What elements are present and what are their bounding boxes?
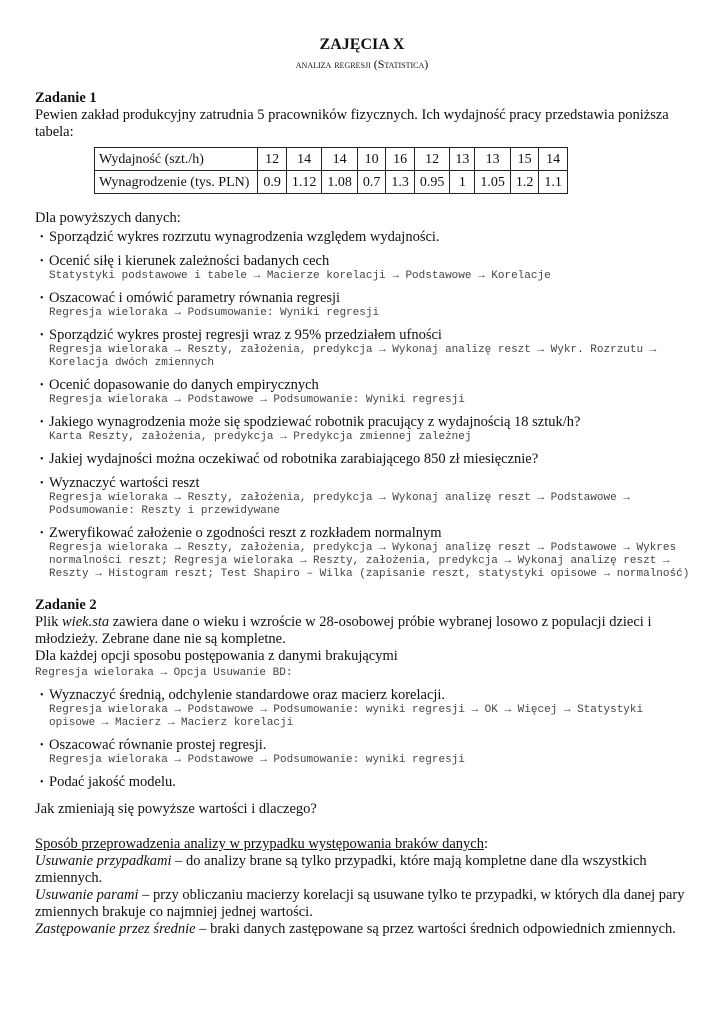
task1-intro: Pewien zakład produkcyjny zatrudnia 5 pracowników fizycznych. Ich wydajność pracy przedstawia poniższa tabela: [35,107,669,140]
item-text: Zweryfikować założenie o zgodności reszt z rozkładem normalnym [49,525,442,541]
task2-lead-path: Regresja wieloraka → Opcja Usuwanie BD: [35,667,293,679]
page-title: ZAJĘCIA X [319,36,405,53]
item-text: Jakiego wynagrodzenia może się spodziewać robotnik pracujący z wydajnością 18 sztuk/h? [49,414,581,430]
method-mean-substitution [35,921,695,938]
list-item [41,451,695,468]
table-cell: 1.3 [386,171,415,194]
task2-lead: Dla każdej opcji sposobu postępowania z danymi brakującymi [35,648,398,664]
menu-path: Regresja wieloraka → Podstawowe → Podsumowanie: Wyniki regresji [49,394,465,406]
method-term: Usuwanie parami [35,887,139,903]
bullet-icon: • [40,380,44,391]
method-term: Zastępowanie przez średnie [35,921,196,937]
table-cell: 1.08 [322,171,358,194]
table-cell: 16 [386,148,415,171]
list-item [41,525,695,581]
bullet-icon: • [40,256,44,267]
bullet-icon: • [40,454,44,465]
list-item [41,229,695,246]
menu-path: Regresja wieloraka → Reszty, założenia, predykcja → Wykonaj analizę reszt → Podstawowe → Podsumowanie: Reszty i przewidywane [49,492,630,517]
method-pairwise [35,887,695,921]
task2-intro-prefix: Plik [35,614,62,630]
list-item [41,377,695,407]
list-item [41,475,695,518]
bullet-icon: • [40,417,44,428]
item-text: Ocenić siłę i kierunek zależności badanych cech [49,253,330,269]
item-text: Oszacować i omówić parametry równania regresji [49,290,341,306]
item-text: Ocenić dopasowanie do danych empirycznych [49,377,319,393]
content [35,90,695,938]
item-text: Sporządzić wykres prostej regresji wraz z 95% przedziałem ufności [49,327,442,343]
table-cell: 14 [286,148,322,171]
bullet-icon: • [40,232,44,243]
table-row [95,171,568,194]
task1-lead: Dla powyższych danych: [35,210,181,226]
table-cell: 13 [475,148,511,171]
table-cell: 0.7 [357,171,386,194]
list-item [41,290,695,320]
list-item [41,327,695,370]
menu-path: Regresja wieloraka → Podsumowanie: Wyniki regresji [49,307,380,319]
table-cell: 1.1 [539,171,568,194]
table-cell: 0.9 [258,171,287,194]
table-cell: 13 [450,148,475,171]
table-cell: 12 [414,148,450,171]
table-cell: 10 [357,148,386,171]
list-item [41,774,695,791]
menu-path: Regresja wieloraka → Podstawowe → Podsumowanie: wyniki regresji [49,754,465,766]
menu-path: Statystyki podstawowe i tabele → Macierze korelacji → Podstawowe → Korelacje [49,270,551,282]
task2-filename: wiek.sta [62,614,110,630]
item-text: Wyznaczyć wartości reszt [49,475,200,491]
menu-path: Regresja wieloraka → Reszty, założenia, predykcja → Wykonaj analizę reszt → Podstawowe → Wykres normalności reszt; Regresja wieloraka → Reszty, założenia, predykcja → Wykonaj analizę reszt → Reszty → Histogram reszt; Test Shapiro – Wilka (zapisanie reszt, statystyki opisowe → normalność) [49,542,690,580]
table-cell: 0.95 [414,171,450,194]
item-text: Sporządzić wykres rozrzutu wynagrodzenia względem wydajności. [49,229,440,245]
table-cell: 1 [450,171,475,194]
productivity-table [94,147,568,194]
method-desc: – przy obliczaniu macierzy korelacji są usuwane tylko te przypadki, w których dla danej pary zmiennych brakuje co najmniej jednej wartości. [35,887,685,920]
bullet-icon: • [40,330,44,341]
task2-list [41,687,695,791]
table-row [95,148,568,171]
task1-title: Zadanie 1 [35,90,97,106]
item-text: Podać jakość modelu. [49,774,176,790]
task2-question: Jak zmieniają się powyższe wartości i dlaczego? [35,801,317,817]
table-row-label: Wydajność (szt./h) [95,148,258,171]
missing-heading: Sposób przeprowadzenia analizy w przypadku występowania braków danych [35,836,484,852]
method-desc: – do analizy brane są tylko przypadki, które mają kompletne dane dla wszystkich zmiennych. [35,853,647,886]
table-cell: 1.2 [510,171,539,194]
table-cell: 14 [322,148,358,171]
bullet-icon: • [40,293,44,304]
table-cell: 1.12 [286,171,322,194]
menu-path: Regresja wieloraka → Reszty, założenia, predykcja → Wykonaj analizę reszt → Wykr. Rozrzutu → Korelacja dwóch zmiennych [49,344,657,369]
task1-list [41,229,695,581]
table-row-label: Wynagrodzenie (tys. PLN) [95,171,258,194]
menu-path: Karta Reszty, założenia, predykcja → Predykcja zmiennej zależnej [49,431,472,443]
page-subtitle: analiza regresji (Statistica) [295,57,429,71]
list-item [41,414,695,444]
item-text: Jakiej wydajności można oczekiwać od robotnika zarabiającego 850 zł miesięcznie? [49,451,539,467]
method-desc: – braki danych zastępowane są przez wartości średnich odpowiednich zmiennych. [195,921,676,937]
list-item [41,687,695,730]
task2-intro-rest: zawiera dane o wieku i wzroście w 28-osobowej próbie wybranej losowo z populacji dzieci i młodzieży. Zebrane dane nie są kompletne. [35,614,652,647]
task2-title: Zadanie 2 [35,597,97,613]
method-term: Usuwanie przypadkami [35,853,172,869]
table-cell: 12 [258,148,287,171]
item-text: Wyznaczyć średnią, odchylenie standardowe oraz macierz korelacji. [49,687,446,703]
bullet-icon: • [40,478,44,489]
menu-path: Regresja wieloraka → Podstawowe → Podsumowanie: wyniki regresji → OK → Więcej → Statystyki opisowe → Macierz → Macierz korelacji [49,704,644,729]
missing-data-section [35,836,695,853]
table-cell: 14 [539,148,568,171]
bullet-icon: • [40,690,44,701]
bullet-icon: • [40,528,44,539]
list-item [41,253,695,283]
item-text: Oszacować równanie prostej regresji. [49,737,267,753]
method-casewise [35,853,695,887]
table-cell: 1.05 [475,171,511,194]
bullet-icon: • [40,777,44,788]
list-item [41,737,695,767]
table-cell: 15 [510,148,539,171]
missing-heading-colon: : [483,836,488,852]
bullet-icon: • [40,740,44,751]
task2-intro [35,614,695,648]
